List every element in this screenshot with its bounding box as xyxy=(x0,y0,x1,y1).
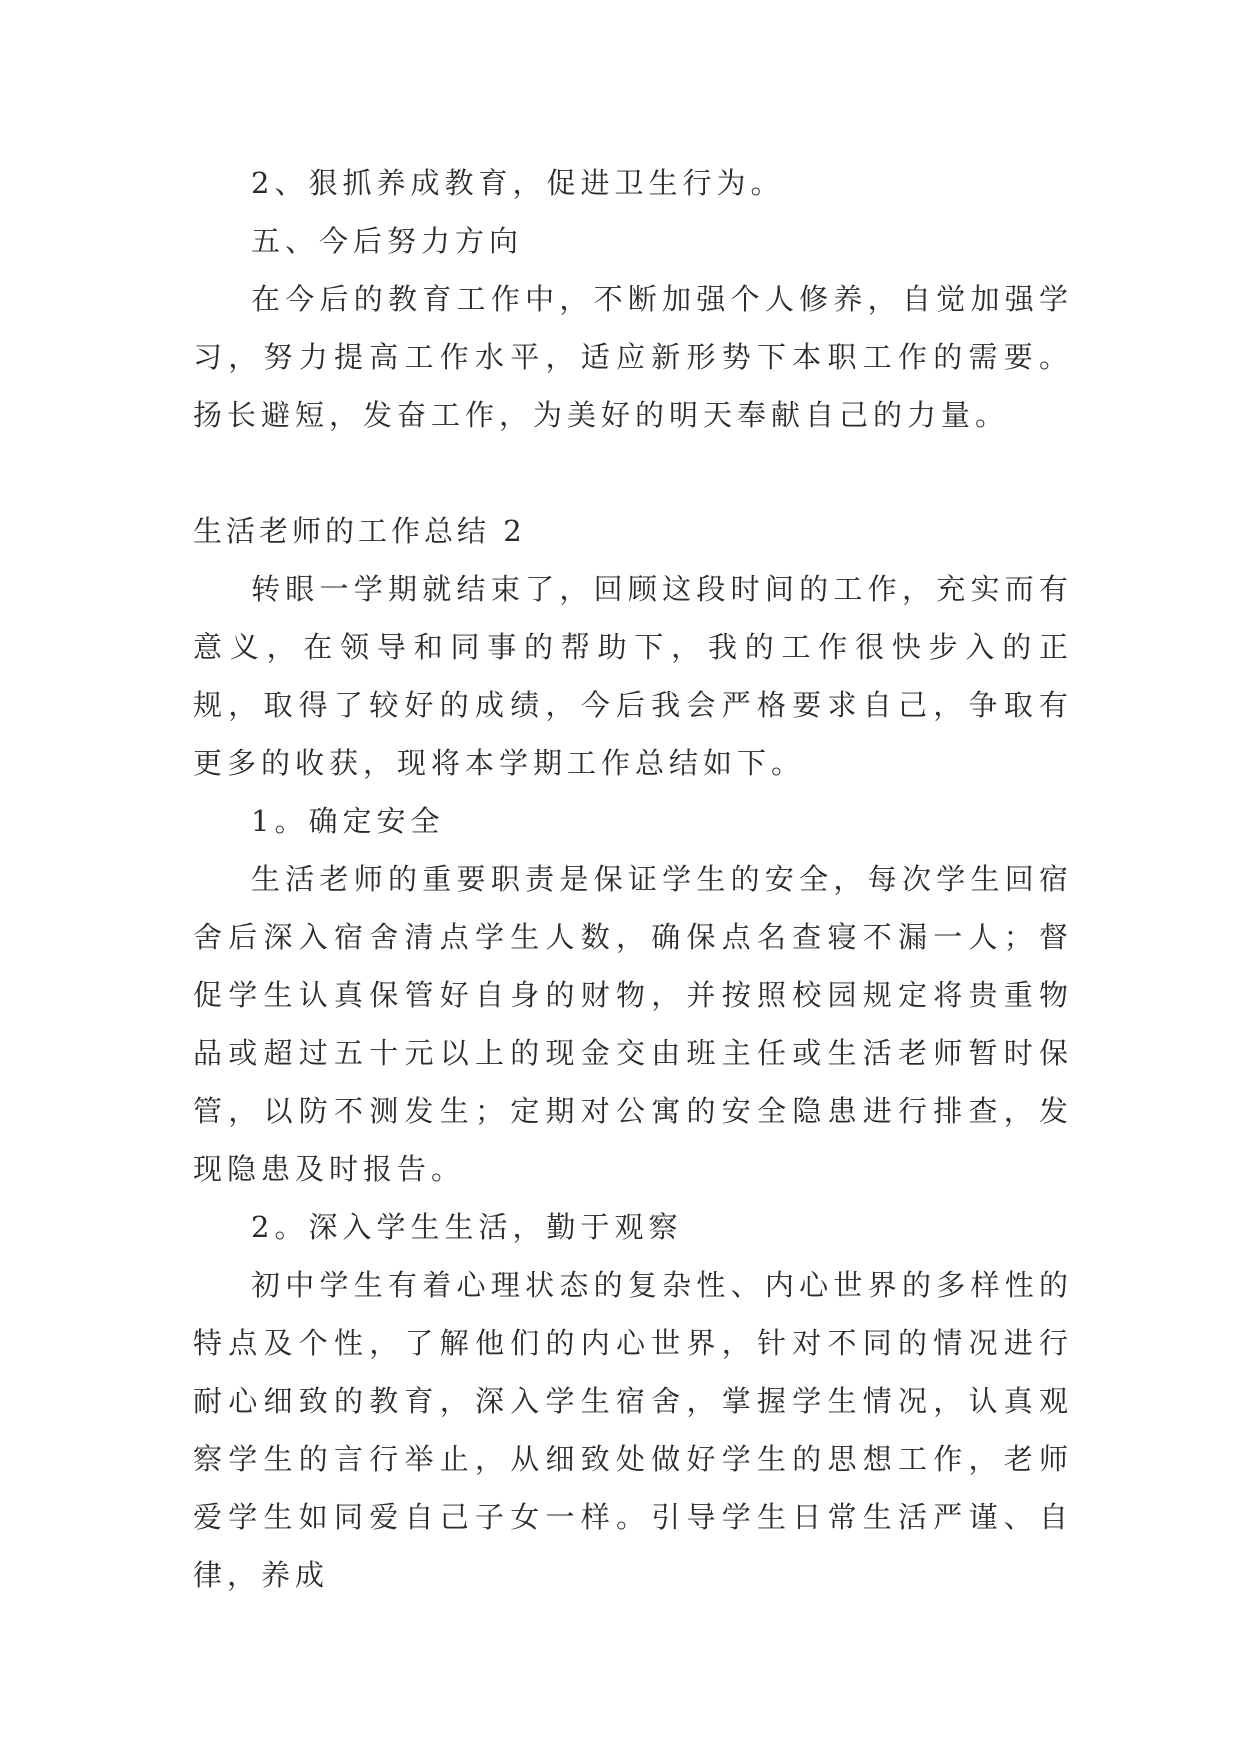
document-body xyxy=(193,154,1073,1604)
paragraph-semester-review: 转眼一学期就结束了，回顾这段时间的工作，充实而有意义，在领导和同事的帮助下，我的工作很快步入的正规，取得了较好的成绩，今后我会严格要求自己，争取有更多的收获，现将本学期工作总结如下。 xyxy=(193,572,1073,780)
section-title-summary-2: 生活老师的工作总结 2 xyxy=(193,514,526,548)
paragraph-student-psychology: 初中学生有着心理状态的复杂性、内心世界的多样性的特点及个性，了解他们的内心世界，针对不同的情况进行耐心细致的教育，深入学生宿舍，掌握学生情况，认真观察学生的言行举止，从细致处做好学生的思想工作，老师爱学生如同爱自己子女一样。引导学生日常生活严谨、自律，养成 xyxy=(193,1268,1073,1592)
heading-ensure-safety: 1。确定安全 xyxy=(251,804,445,838)
paragraph-future-work: 在今后的教育工作中，不断加强个人修养，自觉加强学习，努力提高工作水平，适应新形势下本职工作的需要。扬长避短，发奋工作，为美好的明天奉献自己的力量。 xyxy=(193,282,1073,432)
heading-observe-students: 2。深入学生生活，勤于观察 xyxy=(251,1210,683,1244)
paragraph-hygiene-habits: 2、狠抓养成教育，促进卫生行为。 xyxy=(251,166,785,200)
paragraph-safety-duties: 生活老师的重要职责是保证学生的安全，每次学生回宿舍后深入宿舍清点学生人数，确保点名查寝不漏一人；督促学生认真保管好自身的财物，并按照校园规定将贵重物品或超过五十元以上的现金交由班主任或生活老师暂时保管，以防不测发生；定期对公寓的安全隐患进行排查，发现隐患及时报告。 xyxy=(193,862,1073,1186)
heading-future-direction: 五、今后努力方向 xyxy=(251,224,524,258)
